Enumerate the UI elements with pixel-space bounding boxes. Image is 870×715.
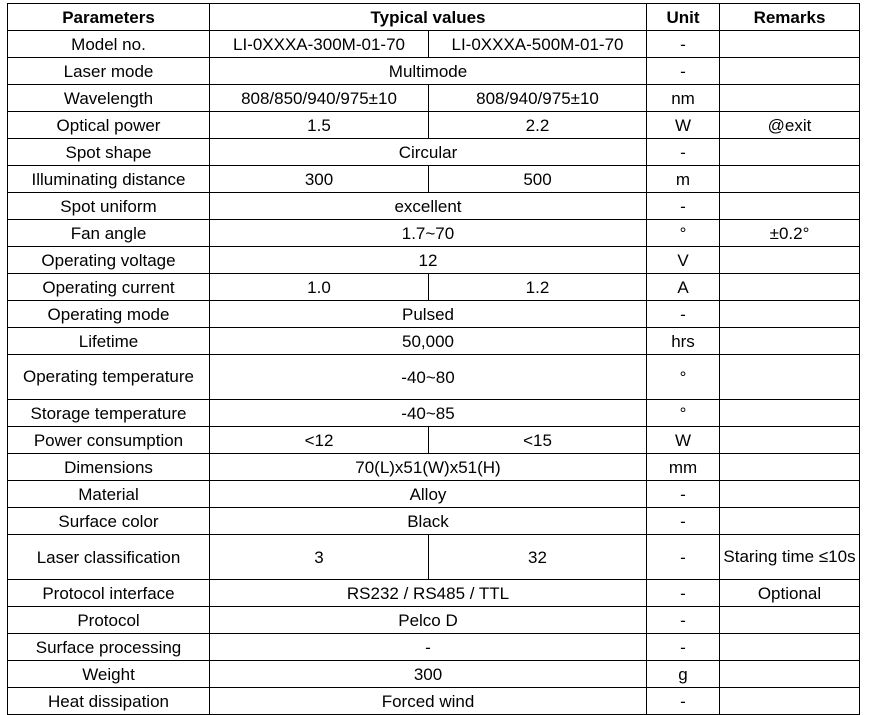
remark-cell <box>720 427 860 454</box>
unit-cell: - <box>647 508 720 535</box>
table-row <box>8 58 860 85</box>
remark-cell <box>720 301 860 328</box>
value-cell: LI-0XXXA-300M-01-70 <box>210 31 429 58</box>
unit-cell: - <box>647 58 720 85</box>
unit-cell: W <box>647 112 720 139</box>
remark-cell <box>720 247 860 274</box>
param-cell: Fan angle <box>8 220 210 247</box>
param-cell: Wavelength <box>8 85 210 112</box>
table-row <box>8 481 860 508</box>
remark-cell <box>720 58 860 85</box>
value-cell: 808/850/940/975±10 <box>210 85 429 112</box>
param-cell: Model no. <box>8 31 210 58</box>
value-cell: <12 <box>210 427 429 454</box>
remark-cell <box>720 508 860 535</box>
remark-cell <box>720 328 860 355</box>
unit-cell: - <box>647 481 720 508</box>
value-cell: 2.2 <box>429 112 647 139</box>
table-row <box>8 193 860 220</box>
value-cell: 1.2 <box>429 274 647 301</box>
value-cell: 300 <box>210 661 647 688</box>
param-cell: Surface color <box>8 508 210 535</box>
unit-cell: W <box>647 427 720 454</box>
param-cell: Operating current <box>8 274 210 301</box>
remark-cell <box>720 688 860 715</box>
param-cell: Operating voltage <box>8 247 210 274</box>
value-cell: RS232 / RS485 / TTL <box>210 580 647 607</box>
unit-cell: g <box>647 661 720 688</box>
param-cell: Optical power <box>8 112 210 139</box>
param-cell: Laser classification <box>8 535 210 580</box>
param-cell: Illuminating distance <box>8 166 210 193</box>
value-cell: 808/940/975±10 <box>429 85 647 112</box>
unit-cell: - <box>647 139 720 166</box>
param-cell: Protocol interface <box>8 580 210 607</box>
remark-cell <box>720 193 860 220</box>
table-row <box>8 139 860 166</box>
remark-cell <box>720 355 860 400</box>
unit-cell: nm <box>647 85 720 112</box>
unit-cell: - <box>647 688 720 715</box>
remark-cell <box>720 166 860 193</box>
table-row <box>8 688 860 715</box>
value-cell: 50,000 <box>210 328 647 355</box>
remark-cell: Staring time ≤10s <box>720 535 860 580</box>
remark-cell <box>720 607 860 634</box>
table-row <box>8 220 860 247</box>
value-cell: 3 <box>210 535 429 580</box>
unit-cell: A <box>647 274 720 301</box>
remark-cell <box>720 31 860 58</box>
remark-cell: Optional <box>720 580 860 607</box>
table-row <box>8 508 860 535</box>
unit-cell: ° <box>647 355 720 400</box>
param-cell: Operating mode <box>8 301 210 328</box>
param-cell: Heat dissipation <box>8 688 210 715</box>
value-cell: Forced wind <box>210 688 647 715</box>
unit-cell: - <box>647 607 720 634</box>
value-cell: Circular <box>210 139 647 166</box>
value-cell: Alloy <box>210 481 647 508</box>
value-cell: -40~80 <box>210 355 647 400</box>
table-row <box>8 607 860 634</box>
table-row <box>8 85 860 112</box>
param-cell: Lifetime <box>8 328 210 355</box>
table-row <box>8 580 860 607</box>
param-cell: Spot uniform <box>8 193 210 220</box>
table-row <box>8 301 860 328</box>
remark-cell <box>720 400 860 427</box>
value-cell: Black <box>210 508 647 535</box>
table-row <box>8 274 860 301</box>
specifications-table <box>7 3 860 715</box>
table-row <box>8 634 860 661</box>
unit-cell: - <box>647 580 720 607</box>
header-unit: Unit <box>647 4 720 31</box>
unit-cell: V <box>647 247 720 274</box>
value-cell: 12 <box>210 247 647 274</box>
table-row <box>8 454 860 481</box>
header-remarks: Remarks <box>720 4 860 31</box>
unit-cell: - <box>647 193 720 220</box>
value-cell: 300 <box>210 166 429 193</box>
unit-cell: - <box>647 535 720 580</box>
header-row <box>8 4 860 31</box>
value-cell: 70(L)x51(W)x51(H) <box>210 454 647 481</box>
unit-cell: hrs <box>647 328 720 355</box>
table-row <box>8 535 860 580</box>
table-row <box>8 328 860 355</box>
unit-cell: m <box>647 166 720 193</box>
remark-cell: @exit <box>720 112 860 139</box>
value-cell: Pelco D <box>210 607 647 634</box>
remark-cell <box>720 634 860 661</box>
value-cell: 1.0 <box>210 274 429 301</box>
table-row <box>8 661 860 688</box>
remark-cell <box>720 661 860 688</box>
value-cell: -40~85 <box>210 400 647 427</box>
value-cell: 1.5 <box>210 112 429 139</box>
value-cell: - <box>210 634 647 661</box>
param-cell: Spot shape <box>8 139 210 166</box>
value-cell: Pulsed <box>210 301 647 328</box>
unit-cell: mm <box>647 454 720 481</box>
unit-cell: - <box>647 634 720 661</box>
remark-cell <box>720 85 860 112</box>
table-row <box>8 31 860 58</box>
unit-cell: ° <box>647 400 720 427</box>
header-parameters: Parameters <box>8 4 210 31</box>
param-cell: Dimensions <box>8 454 210 481</box>
remark-cell <box>720 274 860 301</box>
table-row <box>8 166 860 193</box>
table-row <box>8 112 860 139</box>
unit-cell: ° <box>647 220 720 247</box>
param-cell: Weight <box>8 661 210 688</box>
param-cell: Operating temperature <box>8 355 210 400</box>
remark-cell <box>720 139 860 166</box>
value-cell: 1.7~70 <box>210 220 647 247</box>
unit-cell: - <box>647 301 720 328</box>
table-row <box>8 355 860 400</box>
unit-cell: - <box>647 31 720 58</box>
value-cell: LI-0XXXA-500M-01-70 <box>429 31 647 58</box>
value-cell: 500 <box>429 166 647 193</box>
remark-cell: ±0.2° <box>720 220 860 247</box>
value-cell: Multimode <box>210 58 647 85</box>
param-cell: Storage temperature <box>8 400 210 427</box>
table-row <box>8 427 860 454</box>
header-typical-values: Typical values <box>210 4 647 31</box>
param-cell: Protocol <box>8 607 210 634</box>
param-cell: Laser mode <box>8 58 210 85</box>
value-cell: 32 <box>429 535 647 580</box>
param-cell: Material <box>8 481 210 508</box>
value-cell: <15 <box>429 427 647 454</box>
param-cell: Surface processing <box>8 634 210 661</box>
value-cell: excellent <box>210 193 647 220</box>
table-row <box>8 400 860 427</box>
param-cell: Power consumption <box>8 427 210 454</box>
remark-cell <box>720 481 860 508</box>
remark-cell <box>720 454 860 481</box>
table-row <box>8 247 860 274</box>
